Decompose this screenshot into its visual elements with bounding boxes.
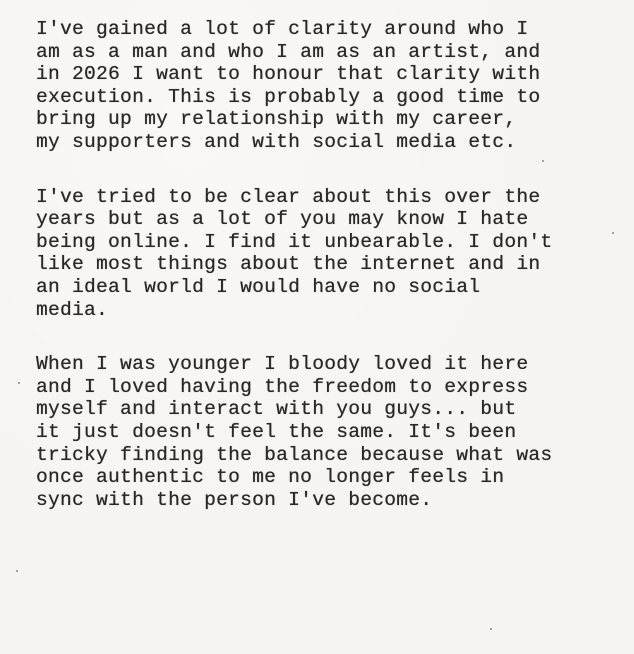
- paragraph-spacer: [36, 321, 626, 353]
- text-line: my supporters and with social media etc.: [36, 130, 517, 153]
- paragraph-2: [36, 186, 626, 322]
- text-line: in 2026 I want to honour that clarity with: [36, 63, 541, 86]
- text-line: and I loved having the freedom to express: [36, 375, 529, 398]
- text-line: I've gained a lot of clarity around who I: [36, 18, 529, 40]
- scan-speck: [542, 160, 544, 162]
- text-line: execution. This is probably a good time to: [36, 85, 541, 108]
- text-line: am as a man and who I am as an artist, and: [36, 40, 541, 63]
- text-line: I've tried to be clear about this over the: [36, 185, 541, 208]
- scan-speck: [18, 382, 20, 384]
- text-line: being online. I find it unbearable. I don't: [36, 230, 553, 253]
- text-line: sync with the person I've become.: [36, 488, 433, 511]
- text-line: tricky finding the balance because what was: [36, 443, 553, 466]
- text-line: it just doesn't feel the same. It's been: [36, 420, 517, 443]
- text-line: myself and interact with you guys... but: [36, 398, 517, 421]
- scan-speck: [16, 570, 18, 572]
- paragraph-1: [36, 18, 626, 154]
- text-line: When I was younger I bloody loved it here: [36, 353, 529, 376]
- paragraph-spacer: [36, 154, 626, 186]
- text-line: an ideal world I would have no social: [36, 275, 481, 298]
- text-line: bring up my relationship with my career,: [36, 108, 517, 131]
- text-line: media.: [36, 298, 109, 321]
- text-line: once authentic to me no longer feels in: [36, 466, 505, 489]
- scan-speck: [490, 628, 492, 630]
- text-line: like most things about the internet and in: [36, 253, 541, 276]
- paragraph-3: [36, 353, 626, 511]
- typewritten-letter: [36, 18, 626, 511]
- text-line: years but as a lot of you may know I hate: [36, 208, 529, 231]
- scan-speck: [612, 232, 614, 234]
